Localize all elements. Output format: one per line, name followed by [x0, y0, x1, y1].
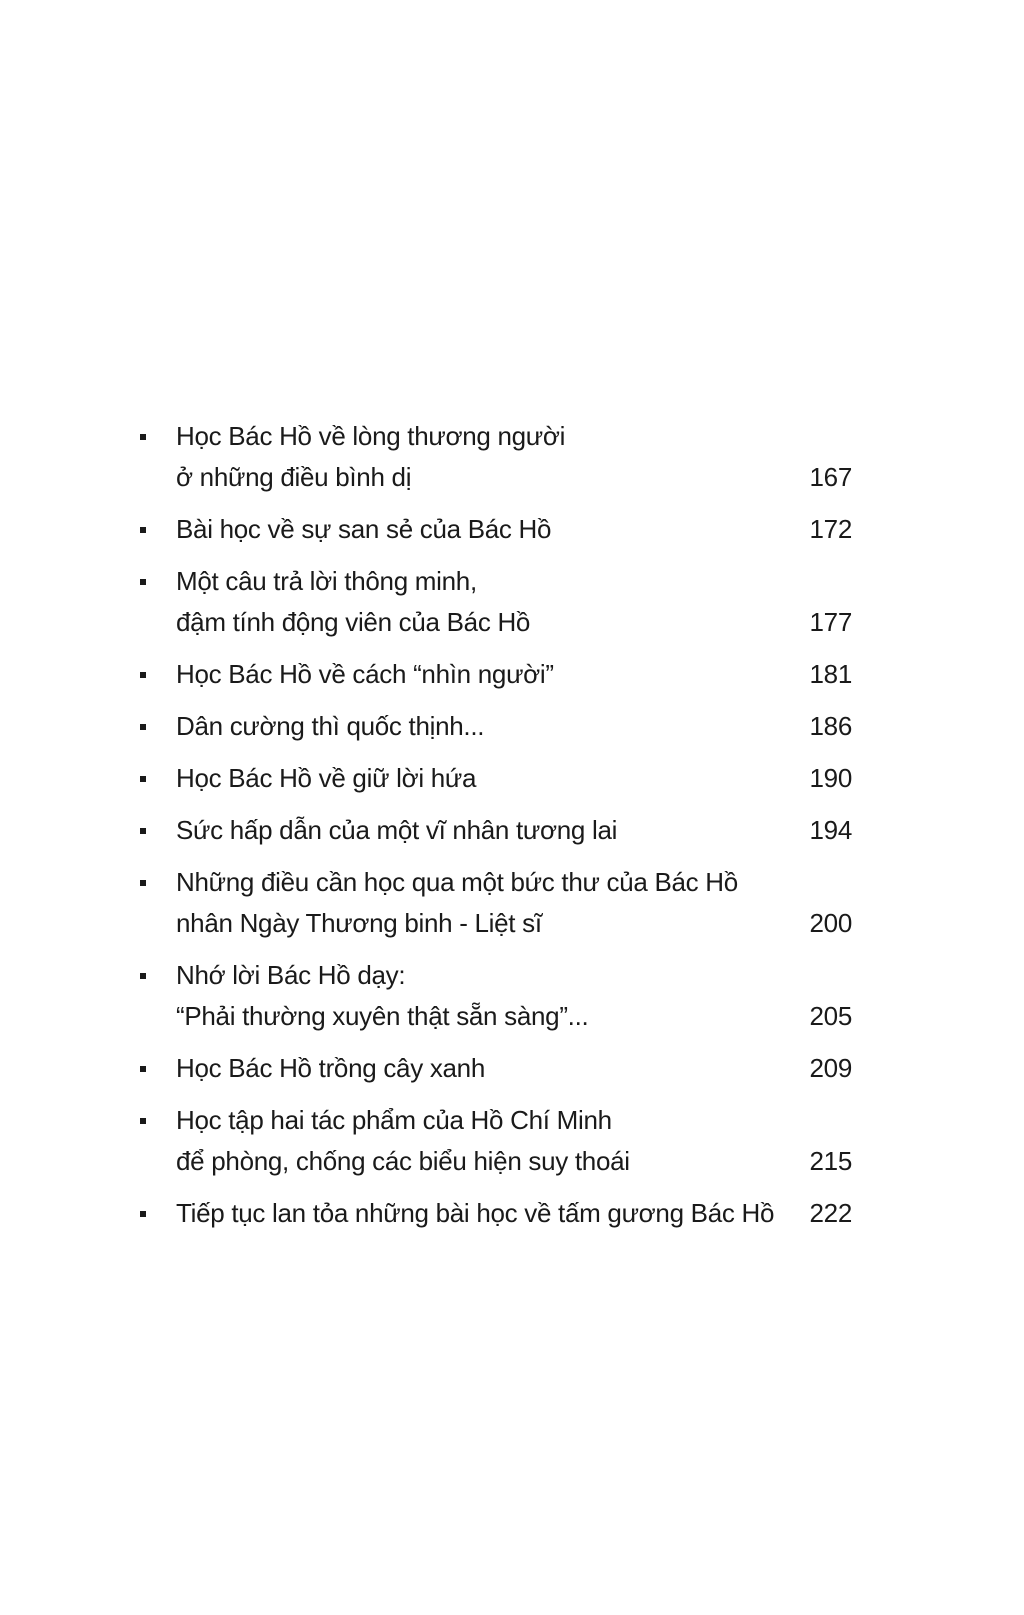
toc-entry-page: 167 — [809, 462, 852, 492]
toc-entry-title — [176, 1100, 796, 1182]
bullet-icon — [138, 758, 176, 799]
toc-entry-title — [176, 654, 796, 695]
bullet-icon — [138, 561, 176, 643]
toc-entry — [138, 810, 852, 851]
toc-entry — [138, 561, 852, 643]
bullet-icon — [138, 1048, 176, 1089]
toc-entry-page: 177 — [809, 607, 852, 637]
toc-entry-line: Học Bác Hồ về cách “nhìn người” — [176, 659, 554, 689]
toc-entry-line: Bài học về sự san sẻ của Bác Hồ — [176, 514, 552, 544]
toc-entry — [138, 654, 852, 695]
toc-entry-line: Nhớ lời Bác Hồ dạy: — [176, 960, 406, 990]
bullet-icon — [138, 1193, 176, 1234]
toc-entry — [138, 1100, 852, 1182]
toc-entry-page: 181 — [809, 659, 852, 689]
toc-entry-line: Học Bác Hồ về giữ lời hứa — [176, 763, 477, 793]
toc-entry-page: 205 — [809, 1001, 852, 1031]
bullet-icon — [138, 1100, 176, 1182]
toc-entry-line: ở những điều bình dị — [176, 462, 412, 492]
toc-entry-title — [176, 509, 796, 550]
toc-entry-page: 194 — [809, 815, 852, 845]
bullet-icon — [138, 862, 176, 944]
toc-entry-page: 200 — [809, 908, 852, 938]
toc-entry-title — [176, 561, 796, 643]
bullet-icon — [138, 706, 176, 747]
toc-entry-page: 186 — [809, 711, 852, 741]
toc-entry-title — [176, 706, 796, 747]
toc-entry — [138, 416, 852, 498]
toc-entry-page: 190 — [809, 763, 852, 793]
toc-entry-page: 172 — [809, 514, 852, 544]
toc-entry — [138, 706, 852, 747]
toc-entry-line: Dân cường thì quốc thịnh... — [176, 711, 485, 741]
toc-entry-page: 222 — [809, 1198, 852, 1228]
toc-entry — [138, 758, 852, 799]
toc-entry-title — [176, 416, 796, 498]
toc-entry-line: để phòng, chống các biểu hiện suy thoái — [176, 1146, 630, 1176]
toc-entry-title — [176, 758, 796, 799]
toc-entry-line: Những điều cần học qua một bức thư của Bác Hồ — [176, 867, 738, 897]
bullet-icon — [138, 509, 176, 550]
toc-entry-line: nhân Ngày Thương binh - Liệt sĩ — [176, 908, 542, 938]
toc-entry — [138, 1048, 852, 1089]
bullet-icon — [138, 955, 176, 1037]
toc-entry-line: “Phải thường xuyên thật sẵn sàng”... — [176, 1001, 589, 1031]
toc-entry-line: đậm tính động viên của Bác Hồ — [176, 607, 531, 637]
bullet-icon — [138, 416, 176, 498]
toc-entry — [138, 955, 852, 1037]
toc-entry-line: Học tập hai tác phẩm của Hồ Chí Minh — [176, 1105, 612, 1135]
toc-entry-page: 209 — [809, 1053, 852, 1083]
bullet-icon — [138, 654, 176, 695]
toc-entry-page: 215 — [809, 1146, 852, 1176]
toc-entry-line: Tiếp tục lan tỏa những bài học về tấm gương Bác Hồ — [176, 1198, 775, 1228]
toc-entry-title — [176, 862, 796, 944]
toc-entry-line: Một câu trả lời thông minh, — [176, 566, 477, 596]
bullet-icon — [138, 810, 176, 851]
toc-entry-title — [176, 810, 796, 851]
toc-entry-title — [176, 1193, 796, 1234]
toc-entry-line: Sức hấp dẫn của một vĩ nhân tương lai — [176, 815, 618, 845]
toc-entry — [138, 862, 852, 944]
toc-entry-title — [176, 1048, 796, 1089]
toc-entry-line: Học Bác Hồ trồng cây xanh — [176, 1053, 485, 1083]
toc-entry — [138, 1193, 852, 1234]
toc-entry — [138, 509, 852, 550]
toc-entry-title — [176, 955, 796, 1037]
toc-list — [138, 416, 852, 1234]
toc-entry-line: Học Bác Hồ về lòng thương người — [176, 421, 566, 451]
